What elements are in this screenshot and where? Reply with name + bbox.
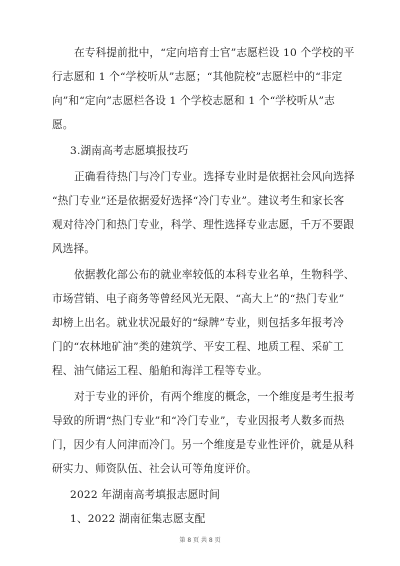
section-subheading-schedule: 1、2022 湖南征集志愿支配: [70, 513, 206, 525]
section-heading-tips: 3.湖南高考志愿填报技巧: [70, 145, 189, 157]
paragraph-3-line-4: 门的“农林地矿油”类的建筑学、平安工程、地质工程、采矿工: [52, 341, 344, 353]
section-heading-time: 2022 年湖南高考填报志愿时间: [70, 489, 221, 501]
paragraph-2-line-3: 观对待冷门和热门专业，科学、理性选择专业志愿，千万不要跟: [52, 219, 355, 231]
paragraph-3-line-3: 却榜上出名。就业状况最好的“绿牌”专业，则包括多年报考冷: [52, 317, 344, 329]
paragraph-1-line-4: 愿。: [52, 119, 74, 131]
paragraph-4-line-2: 导致的所谓“热门专业”和“冷门专业”，专业因报考人数多而热: [52, 415, 345, 427]
paragraph-1-line-2: 行志愿和 1 个“学校听从”志愿；“其他院校”志愿栏中的“非定: [52, 71, 343, 83]
paragraph-3-line-1: 依据教化部公布的就业率较低的本科专业名单，生物科学、: [74, 269, 355, 281]
paragraph-2-line-1: 正确看待热门与冷门专业。选择专业时是依据社会风向选择: [74, 171, 355, 183]
paragraph-3-line-5: 程、油气储运工程、船舶和海洋工程等专业。: [52, 365, 268, 377]
paragraph-4-line-1: 对于专业的评价，有两个维度的概念，一个维度是考生报考: [74, 391, 355, 403]
paragraph-2-line-4: 风选择。: [52, 243, 96, 255]
paragraph-4-line-4: 研实力、师资队伍、社会认可等角度评价。: [52, 463, 258, 475]
page-footer: 第 8 页 共 8 页: [179, 537, 221, 544]
paragraph-1-line-3: 向”和“定向”志愿栏各设 1 个学校志愿和 1 个“学校听从”志: [52, 95, 335, 107]
paragraph-2-line-2: “热门专业”还是依据爱好选择“冷门专业”。建议考生和家长客: [52, 195, 345, 207]
paragraph-3-line-2: 市场营销、电子商务等曾经风光无限、“高大上”的“热门专业”: [52, 293, 345, 305]
paragraph-1-line-1: 在专科提前批中，“定向培育士官”志愿栏设 10 个学校的平: [74, 47, 355, 59]
paragraph-4-line-3: 门，因少有人问津而冷门。另一个维度是专业性评价，就是从科: [52, 439, 355, 451]
